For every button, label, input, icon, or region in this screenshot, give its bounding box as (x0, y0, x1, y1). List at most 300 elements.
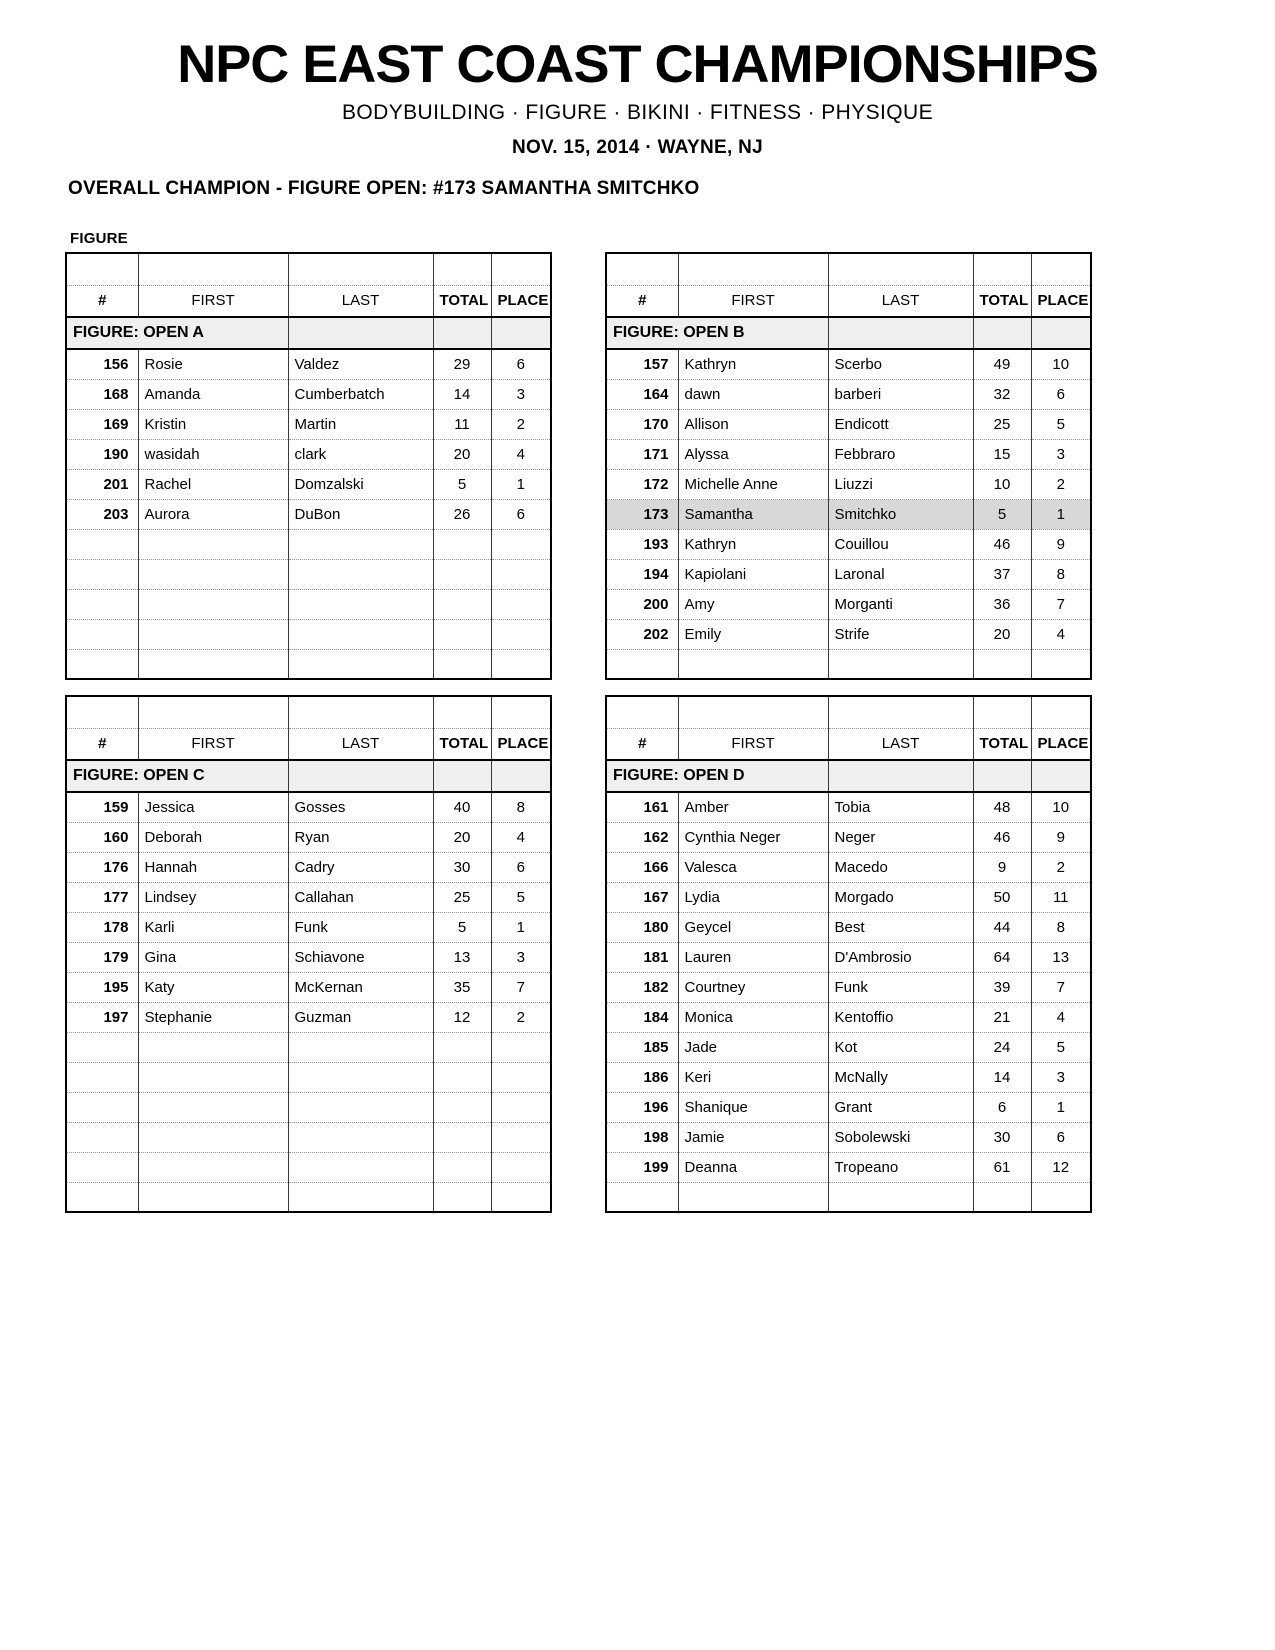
competitor-num: 200 (606, 589, 678, 619)
competitor-num: 164 (606, 379, 678, 409)
empty-cell (66, 1032, 138, 1062)
competitor-last: Callahan (288, 882, 433, 912)
empty-cell (433, 1032, 491, 1062)
spacer-cell (138, 696, 288, 728)
competitor-first: Deanna (678, 1152, 828, 1182)
results-table (605, 695, 1092, 1213)
empty-row (66, 529, 551, 559)
document-header (0, 0, 1275, 159)
competitor-total: 9 (973, 852, 1031, 882)
competitor-total: 49 (973, 349, 1031, 379)
spacer-cell (678, 696, 828, 728)
competitor-last: Morganti (828, 589, 973, 619)
results-table-bottom-left (65, 695, 552, 1213)
empty-cell (288, 589, 433, 619)
competitor-num: 181 (606, 942, 678, 972)
empty-row (66, 1122, 551, 1152)
group-blank-cell (828, 760, 973, 792)
competitor-last: Sobolewski (828, 1122, 973, 1152)
column-header-row (606, 285, 1091, 317)
competitor-first: Kathryn (678, 349, 828, 379)
spacer-cell (973, 253, 1031, 285)
group-title: FIGURE: OPEN C (66, 760, 288, 792)
competitor-total: 20 (433, 822, 491, 852)
competitor-last: Grant (828, 1092, 973, 1122)
competitor-row[interactable] (606, 1092, 1091, 1122)
competitor-last: Martin (288, 409, 433, 439)
competitor-num: 182 (606, 972, 678, 1002)
empty-cell (491, 1032, 551, 1062)
competitor-num: 162 (606, 822, 678, 852)
competitor-total: 12 (433, 1002, 491, 1032)
results-table (65, 695, 552, 1213)
spacer-cell (1031, 696, 1091, 728)
column-header-num: # (606, 285, 678, 317)
empty-cell (288, 1122, 433, 1152)
competitor-num: 185 (606, 1032, 678, 1062)
competitor-last: Couillou (828, 529, 973, 559)
column-header-total: TOTAL (973, 728, 1031, 760)
competitor-total: 40 (433, 792, 491, 822)
competitor-place: 2 (491, 1002, 551, 1032)
competitor-row[interactable] (606, 822, 1091, 852)
competitor-row[interactable] (606, 912, 1091, 942)
empty-cell (288, 1062, 433, 1092)
empty-cell (678, 649, 828, 679)
competitor-total: 36 (973, 589, 1031, 619)
competitor-total: 61 (973, 1152, 1031, 1182)
table-spacer-row (66, 696, 551, 728)
column-header-place: PLACE (1031, 728, 1091, 760)
competitor-row[interactable] (66, 972, 551, 1002)
spacer-cell (491, 253, 551, 285)
spacer-cell (288, 253, 433, 285)
group-blank-cell (288, 760, 433, 792)
empty-row (66, 619, 551, 649)
empty-cell (138, 649, 288, 679)
competitor-row[interactable] (606, 852, 1091, 882)
competitor-num: 184 (606, 1002, 678, 1032)
competitor-last: Gosses (288, 792, 433, 822)
competitor-num: 166 (606, 852, 678, 882)
competitor-row[interactable] (606, 409, 1091, 439)
competitor-place: 3 (1031, 439, 1091, 469)
competitor-row[interactable] (606, 379, 1091, 409)
empty-cell (66, 1092, 138, 1122)
competitor-last: Ryan (288, 822, 433, 852)
competitor-num: 179 (66, 942, 138, 972)
column-header-last: LAST (828, 285, 973, 317)
column-header-first: FIRST (138, 728, 288, 760)
competitor-first: Valesca (678, 852, 828, 882)
competitor-num: 173 (606, 499, 678, 529)
competitor-row[interactable] (606, 439, 1091, 469)
spacer-cell (606, 696, 678, 728)
competitor-first: Katy (138, 972, 288, 1002)
competitor-num: 171 (606, 439, 678, 469)
competitor-first: Lydia (678, 882, 828, 912)
competitor-total: 5 (973, 499, 1031, 529)
competitor-row[interactable] (66, 349, 551, 379)
empty-cell (288, 619, 433, 649)
empty-row (606, 649, 1091, 679)
competitor-total: 11 (433, 409, 491, 439)
group-blank-cell (433, 760, 491, 792)
competitor-first: Michelle Anne (678, 469, 828, 499)
competitor-place: 6 (1031, 1122, 1091, 1152)
competitor-first: Rosie (138, 349, 288, 379)
empty-cell (433, 1122, 491, 1152)
empty-cell (138, 1152, 288, 1182)
empty-cell (491, 559, 551, 589)
competitor-num: 159 (66, 792, 138, 822)
competitor-num: 193 (606, 529, 678, 559)
competitor-total: 5 (433, 469, 491, 499)
column-header-num: # (66, 728, 138, 760)
empty-cell (138, 1182, 288, 1212)
competitor-place: 5 (491, 882, 551, 912)
competitor-first: Deborah (138, 822, 288, 852)
competitor-row[interactable] (66, 409, 551, 439)
competitor-place: 12 (1031, 1152, 1091, 1182)
empty-row (66, 1152, 551, 1182)
empty-cell (433, 619, 491, 649)
empty-cell (433, 1152, 491, 1182)
competitor-first: Amy (678, 589, 828, 619)
competitor-row[interactable] (66, 379, 551, 409)
competitor-first: Gina (138, 942, 288, 972)
competitor-total: 15 (973, 439, 1031, 469)
empty-cell (1031, 649, 1091, 679)
competitor-num: 167 (606, 882, 678, 912)
competitor-first: Cynthia Neger (678, 822, 828, 852)
competitor-num: 176 (66, 852, 138, 882)
competitor-place: 7 (1031, 589, 1091, 619)
group-header-row (606, 317, 1091, 349)
competitor-total: 14 (973, 1062, 1031, 1092)
empty-cell (678, 1182, 828, 1212)
empty-row (66, 649, 551, 679)
competitor-num: 203 (66, 499, 138, 529)
empty-cell (491, 619, 551, 649)
competitor-first: Monica (678, 1002, 828, 1032)
competitor-row[interactable] (66, 469, 551, 499)
competitor-first: Aurora (138, 499, 288, 529)
column-header-num: # (606, 728, 678, 760)
empty-cell (288, 529, 433, 559)
column-header-first: FIRST (138, 285, 288, 317)
empty-cell (138, 1122, 288, 1152)
competitor-row[interactable] (606, 1122, 1091, 1152)
empty-cell (433, 1062, 491, 1092)
empty-row (66, 1032, 551, 1062)
competitor-first: Alyssa (678, 439, 828, 469)
empty-row (66, 1092, 551, 1122)
empty-cell (138, 559, 288, 589)
competitor-place: 10 (1031, 349, 1091, 379)
competitor-first: Rachel (138, 469, 288, 499)
competitor-place: 8 (491, 792, 551, 822)
competitor-place: 7 (1031, 972, 1091, 1002)
group-blank-cell (491, 317, 551, 349)
empty-cell (66, 1062, 138, 1092)
competitor-place: 2 (1031, 469, 1091, 499)
competitor-total: 25 (973, 409, 1031, 439)
competitor-total: 25 (433, 882, 491, 912)
results-table (605, 252, 1092, 680)
group-blank-cell (973, 317, 1031, 349)
empty-cell (491, 589, 551, 619)
competitor-first: Lauren (678, 942, 828, 972)
competitor-last: Valdez (288, 349, 433, 379)
empty-cell (828, 1182, 973, 1212)
competitor-place: 7 (491, 972, 551, 1002)
empty-cell (491, 1152, 551, 1182)
group-blank-cell (973, 760, 1031, 792)
competitor-last: DuBon (288, 499, 433, 529)
competitor-total: 5 (433, 912, 491, 942)
competitor-row[interactable] (606, 1002, 1091, 1032)
competitor-last: Macedo (828, 852, 973, 882)
competitor-place: 3 (491, 379, 551, 409)
competitor-num: 180 (606, 912, 678, 942)
competitor-last: Schiavone (288, 942, 433, 972)
competitor-row[interactable] (66, 439, 551, 469)
competitor-row[interactable] (66, 912, 551, 942)
competitor-row[interactable] (606, 559, 1091, 589)
competitor-total: 6 (973, 1092, 1031, 1122)
competitor-place: 11 (1031, 882, 1091, 912)
group-title: FIGURE: OPEN A (66, 317, 288, 349)
empty-row (66, 589, 551, 619)
competitor-first: Kathryn (678, 529, 828, 559)
competitor-first: Jade (678, 1032, 828, 1062)
group-blank-cell (491, 760, 551, 792)
competitor-row[interactable] (606, 499, 1091, 529)
column-header-total: TOTAL (433, 285, 491, 317)
competitor-last: Endicott (828, 409, 973, 439)
empty-cell (491, 1122, 551, 1152)
competitor-first: Jessica (138, 792, 288, 822)
competitor-place: 6 (1031, 379, 1091, 409)
competitor-place: 8 (1031, 559, 1091, 589)
competitor-total: 30 (433, 852, 491, 882)
empty-cell (433, 589, 491, 619)
competitor-total: 26 (433, 499, 491, 529)
competitor-place: 6 (491, 852, 551, 882)
empty-cell (138, 529, 288, 559)
competitor-place: 9 (1031, 822, 1091, 852)
competitor-total: 14 (433, 379, 491, 409)
competitor-row[interactable] (606, 349, 1091, 379)
competitor-last: D'Ambrosio (828, 942, 973, 972)
competitor-row[interactable] (606, 619, 1091, 649)
empty-cell (66, 589, 138, 619)
division-label: FIGURE (70, 230, 128, 247)
competitor-total: 44 (973, 912, 1031, 942)
competitor-place: 3 (491, 942, 551, 972)
competitor-row[interactable] (66, 1002, 551, 1032)
competitor-num: 195 (66, 972, 138, 1002)
empty-cell (288, 649, 433, 679)
competitor-row[interactable] (66, 792, 551, 822)
empty-cell (491, 1062, 551, 1092)
overall-champion-line: OVERALL CHAMPION - FIGURE OPEN: #173 SAMANTHA SMITCHKO (68, 178, 700, 199)
competitor-num: 172 (606, 469, 678, 499)
results-table-top-left (65, 252, 552, 680)
competitor-first: Stephanie (138, 1002, 288, 1032)
spacer-cell (66, 253, 138, 285)
competitor-row[interactable] (66, 852, 551, 882)
competitor-last: Kot (828, 1032, 973, 1062)
competitor-last: Neger (828, 822, 973, 852)
empty-cell (1031, 1182, 1091, 1212)
group-header-row (606, 760, 1091, 792)
competitor-place: 3 (1031, 1062, 1091, 1092)
competitor-first: Allison (678, 409, 828, 439)
empty-cell (433, 559, 491, 589)
column-header-total: TOTAL (433, 728, 491, 760)
competitor-last: Smitchko (828, 499, 973, 529)
empty-cell (433, 529, 491, 559)
competitor-num: 161 (606, 792, 678, 822)
competitor-first: Jamie (678, 1122, 828, 1152)
competitor-first: Karli (138, 912, 288, 942)
competitor-last: Strife (828, 619, 973, 649)
column-header-last: LAST (828, 728, 973, 760)
competitor-last: Morgado (828, 882, 973, 912)
competitor-place: 4 (491, 439, 551, 469)
competitor-total: 13 (433, 942, 491, 972)
competitor-place: 13 (1031, 942, 1091, 972)
competitor-total: 46 (973, 529, 1031, 559)
group-blank-cell (828, 317, 973, 349)
spacer-cell (66, 696, 138, 728)
competitor-total: 35 (433, 972, 491, 1002)
competitor-last: McNally (828, 1062, 973, 1092)
competitor-row[interactable] (66, 499, 551, 529)
competitor-row[interactable] (606, 792, 1091, 822)
competitor-row[interactable] (66, 942, 551, 972)
empty-cell (973, 1182, 1031, 1212)
competitor-row[interactable] (606, 469, 1091, 499)
competitor-total: 32 (973, 379, 1031, 409)
competitor-total: 50 (973, 882, 1031, 912)
competitor-num: 177 (66, 882, 138, 912)
competitor-first: Geycel (678, 912, 828, 942)
competitor-place: 2 (491, 409, 551, 439)
competitor-num: 160 (66, 822, 138, 852)
event-title: NPC EAST COAST CHAMPIONSHIPS (177, 35, 1098, 94)
competitor-first: Kapiolani (678, 559, 828, 589)
competitor-last: Liuzzi (828, 469, 973, 499)
empty-row (66, 1182, 551, 1212)
competitor-row[interactable] (66, 882, 551, 912)
competitor-first: Amanda (138, 379, 288, 409)
empty-cell (606, 1182, 678, 1212)
competitor-last: Scerbo (828, 349, 973, 379)
competitor-last: clark (288, 439, 433, 469)
competitor-row[interactable] (606, 1152, 1091, 1182)
competitor-place: 4 (1031, 619, 1091, 649)
spacer-cell (606, 253, 678, 285)
competitor-total: 20 (433, 439, 491, 469)
competitor-first: Kristin (138, 409, 288, 439)
empty-cell (491, 1092, 551, 1122)
empty-cell (288, 559, 433, 589)
competitor-last: McKernan (288, 972, 433, 1002)
empty-cell (433, 1182, 491, 1212)
competitor-row[interactable] (606, 1062, 1091, 1092)
empty-cell (66, 1122, 138, 1152)
competitor-total: 21 (973, 1002, 1031, 1032)
competitor-last: Guzman (288, 1002, 433, 1032)
competitor-num: 197 (66, 1002, 138, 1032)
competitor-row[interactable] (606, 529, 1091, 559)
competitor-first: wasidah (138, 439, 288, 469)
competitor-row[interactable] (606, 942, 1091, 972)
competitor-row[interactable] (606, 972, 1091, 1002)
competitor-total: 37 (973, 559, 1031, 589)
spacer-cell (973, 696, 1031, 728)
empty-cell (288, 1032, 433, 1062)
empty-cell (491, 1182, 551, 1212)
competitor-place: 5 (1031, 1032, 1091, 1062)
competitor-first: dawn (678, 379, 828, 409)
competitor-num: 168 (66, 379, 138, 409)
event-subtitle: BODYBUILDING · FIGURE · BIKINI · FITNESS · PHYSIQUE (342, 101, 933, 124)
competitor-num: 202 (606, 619, 678, 649)
empty-cell (491, 529, 551, 559)
empty-cell (433, 1092, 491, 1122)
competitor-first: Lindsey (138, 882, 288, 912)
column-header-total: TOTAL (973, 285, 1031, 317)
empty-cell (288, 1182, 433, 1212)
competitor-num: 169 (66, 409, 138, 439)
spacer-cell (433, 253, 491, 285)
empty-cell (138, 1062, 288, 1092)
competitor-num: 190 (66, 439, 138, 469)
competitor-row[interactable] (606, 589, 1091, 619)
empty-cell (828, 649, 973, 679)
competitor-row[interactable] (66, 822, 551, 852)
competitor-last: Cadry (288, 852, 433, 882)
competitor-row[interactable] (606, 1032, 1091, 1062)
competitor-place: 4 (491, 822, 551, 852)
competitor-first: Hannah (138, 852, 288, 882)
column-header-row (606, 728, 1091, 760)
competitor-place: 5 (1031, 409, 1091, 439)
competitor-place: 1 (491, 912, 551, 942)
competitor-num: 196 (606, 1092, 678, 1122)
results-table-top-right (605, 252, 1092, 680)
column-header-last: LAST (288, 728, 433, 760)
competitor-first: Courtney (678, 972, 828, 1002)
column-header-place: PLACE (1031, 285, 1091, 317)
empty-cell (138, 589, 288, 619)
empty-row (66, 1062, 551, 1092)
competitor-total: 30 (973, 1122, 1031, 1152)
spacer-cell (828, 696, 973, 728)
competitor-row[interactable] (606, 882, 1091, 912)
group-blank-cell (1031, 760, 1091, 792)
competitor-first: Shanique (678, 1092, 828, 1122)
empty-cell (973, 649, 1031, 679)
empty-cell (433, 649, 491, 679)
competitor-num: 170 (606, 409, 678, 439)
group-blank-cell (288, 317, 433, 349)
results-table (65, 252, 552, 680)
